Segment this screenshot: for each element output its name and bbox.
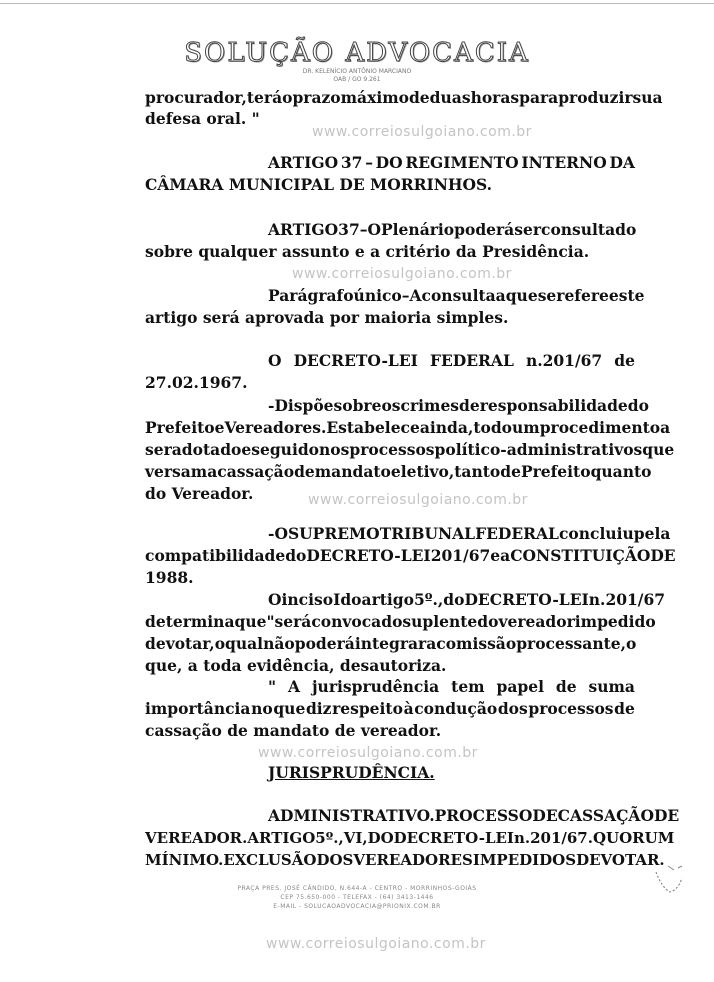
paragraph-line: determina que " será convocado suplente do vereador impedido	[145, 612, 656, 631]
footer-email: E-MAIL - SOLUCAOADVOCACIA@PRIONIX.COM.BR	[273, 903, 441, 910]
paragraph-line: defesa oral. "	[145, 109, 260, 128]
watermark: www.correiosulgoiano.com.br	[308, 492, 528, 508]
paragraph-line: ARTIGO 37 – DO REGIMENTO INTERNO DA	[268, 153, 635, 172]
paragraph-line: cassação de mandato de vereador.	[145, 721, 442, 740]
letterhead-subtitle: DR. KELENÍCIO ANTÔNIO MARCIANO	[302, 68, 412, 75]
paragraph-line: 27.02.1967.	[145, 373, 248, 392]
section-heading: JURISPRUDÊNCIA.	[268, 763, 435, 782]
paragraph-line: Parágrafo único – A consulta a que se refere este	[268, 286, 645, 305]
paragraph-line: de votar, o qual não poderá integrar a comissão processante, o	[145, 634, 637, 653]
watermark: www.correiosulgoiano.com.br	[258, 745, 478, 761]
paragraph-line: O inciso I do artigo 5º., do DECRETO-LEI n.201/67	[268, 590, 666, 609]
paragraph-line: CÂMARA MUNICIPAL DE MORRINHOS.	[145, 175, 493, 194]
decree-heading: O DECRETO-LEI FEDERAL n.201/67 de	[268, 351, 635, 370]
paragraph-line: VEREADOR. ARTIGO 5º. , VI, DO DECRETO-LEI n.201/67. QUORUM	[145, 829, 675, 847]
watermark: www.correiosulgoiano.com.br	[312, 124, 532, 140]
paragraph-line	[268, 351, 635, 371]
footer-address: PRAÇA PRES. JOSÉ CÂNDIDO, N.644-A - CENTRO - MORRINHOS-GOIÁS	[237, 885, 477, 892]
paragraph-line: artigo será aprovada por maioria simples.	[145, 308, 509, 327]
scan-edge-line	[0, 3, 714, 4]
paragraph-line: ADMINISTRATIVO. PROCESSO DE CASSAÇÃO DE	[268, 806, 680, 825]
letterhead	[0, 38, 714, 84]
paragraph-line: procurador, terá o prazo máximo de duas horas para produzir sua	[145, 88, 663, 107]
footer	[0, 884, 714, 911]
footer-phone: CEP 75.650-000 - TELEFAX - (64) 3413-1446	[280, 894, 434, 901]
paragraph-line: do Vereador.	[145, 484, 254, 503]
paragraph-line: versam a cassação de mandato eletivo, tanto de Prefeito quanto	[145, 462, 652, 481]
paragraph-line: - O SUPREMO TRIBUNAL FEDERAL concluiu pela	[268, 524, 671, 543]
paragraph-line: importância no que diz respeito à condução dos processos de	[145, 699, 635, 718]
paragraph-line: sobre qualquer assunto e a critério da Presidência.	[145, 242, 590, 261]
paragraph-line: - Dispõe sobre os crimes de responsabilidade do	[268, 396, 649, 415]
paragraph-line: ser adotado e seguido nos processos político-administrativos que	[145, 440, 675, 459]
watermark: www.correiosulgoiano.com.br	[266, 936, 486, 952]
paragraph-line: 1988.	[145, 568, 194, 587]
letterhead-title: SOLUÇÃO ADVOCACIA	[184, 38, 530, 68]
paragraph-line: " A jurisprudência tem papel de suma	[268, 677, 635, 696]
paragraph-line: Prefeito e Vereadores. Estabelece ainda, todo um procedimento a	[145, 418, 671, 437]
paragraph-line: que, a toda evidência, desautoriza.	[145, 656, 447, 675]
paragraph-line: compatibilidade do DECRETO-LEI 201/67 e a CONSTITUIÇÃO DE	[145, 546, 676, 565]
watermark: www.correiosulgoiano.com.br	[292, 266, 512, 282]
paragraph-line: MÍNIMO. EXCLUSÃO DOS VEREADORES IMPEDIDOS DE VOTAR.	[145, 851, 665, 869]
letterhead-oab: OAB / GO 9.261	[333, 76, 381, 83]
paragraph-line: ARTIGO 37 – O Plenário poderá ser consultado	[268, 220, 637, 239]
